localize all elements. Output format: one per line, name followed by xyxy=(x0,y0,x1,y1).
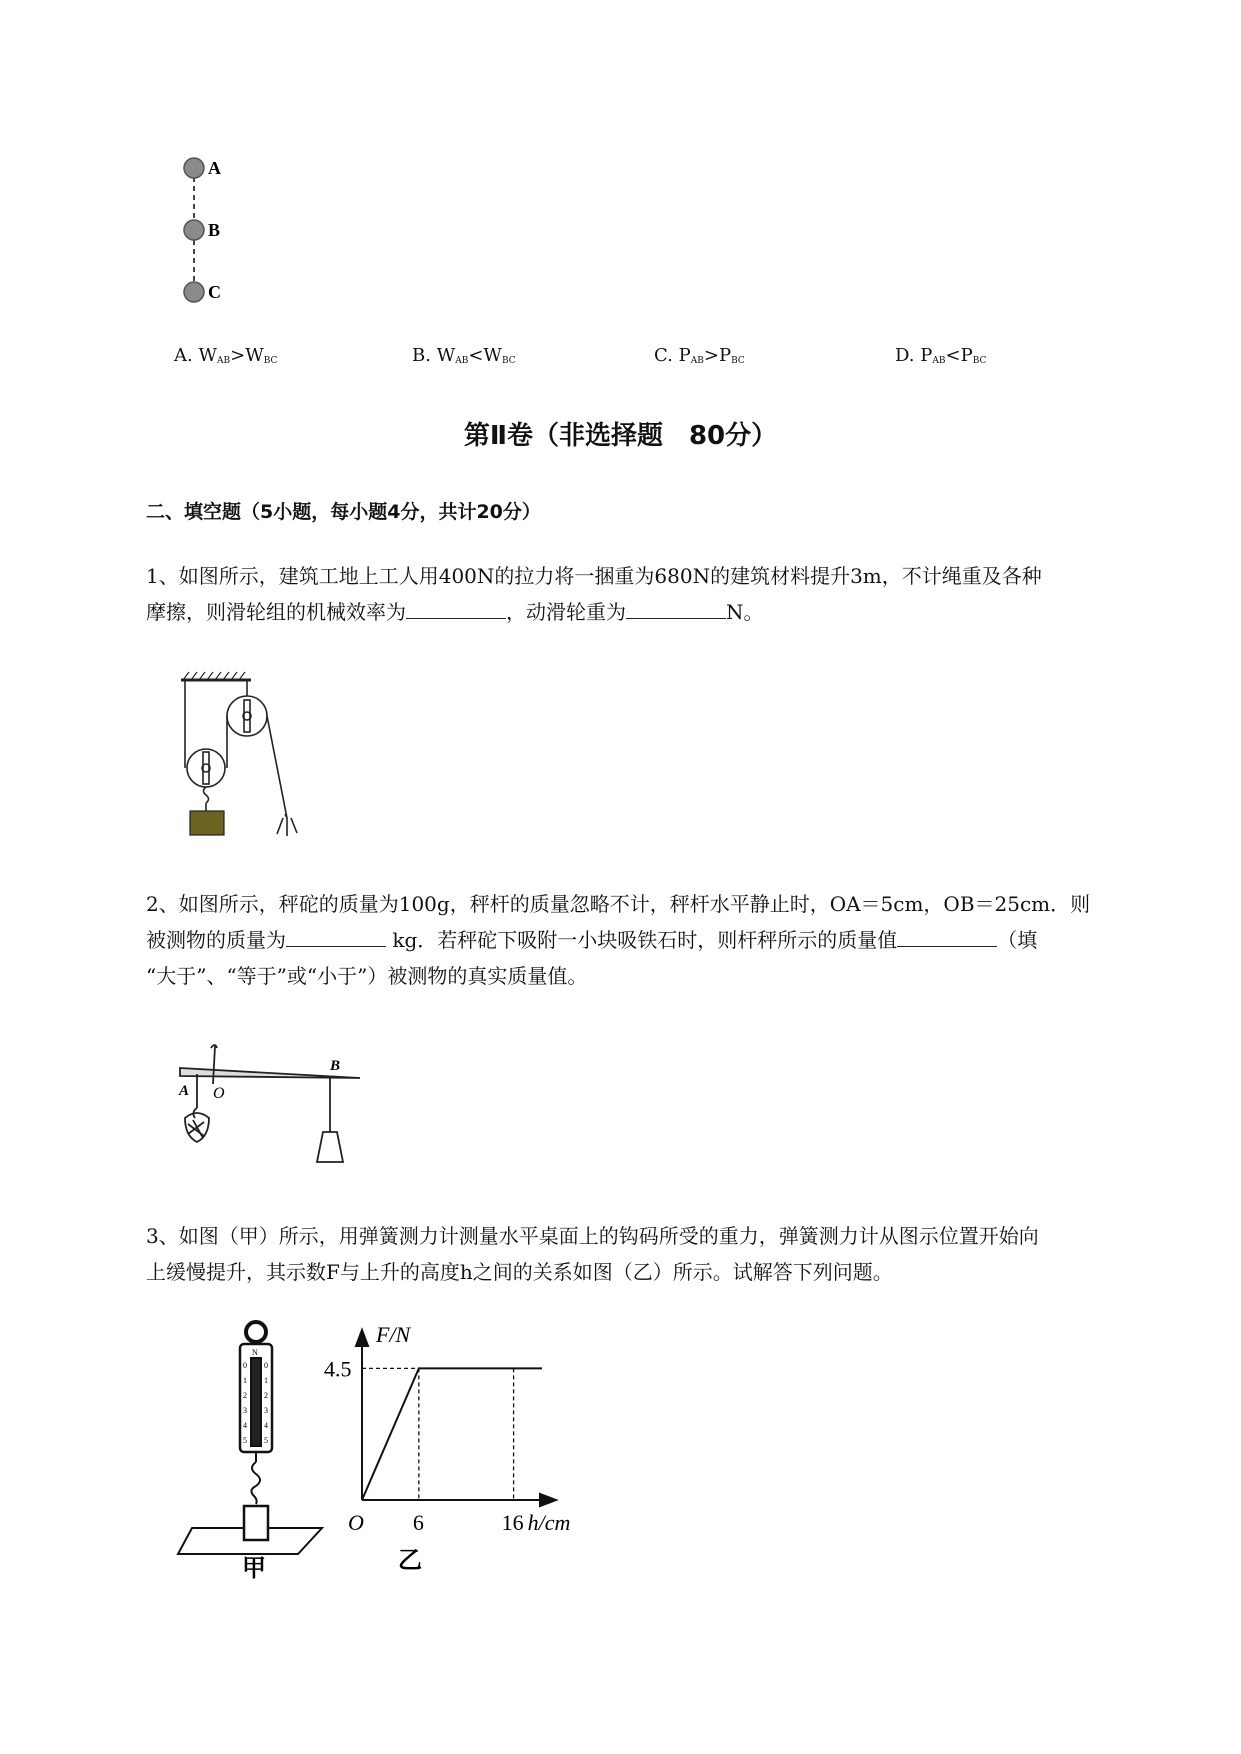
question-2 xyxy=(146,886,1156,994)
question-1 xyxy=(146,558,1156,630)
q1-blank-efficiency[interactable] xyxy=(406,598,506,619)
part-heading: 二、填空题（5小题，每小题4分，共计20分） xyxy=(146,501,541,523)
label-o-point: O xyxy=(213,1085,225,1102)
y-axis-label: F/N xyxy=(376,1322,411,1347)
ball-c xyxy=(184,282,204,302)
scale-right-1: 1 xyxy=(264,1376,268,1385)
question-3 xyxy=(146,1218,1156,1290)
ball-b xyxy=(184,220,204,240)
q3-line1: 3、如图（甲）所示，用弹簧测力计测量水平桌面上的钩码所受的重力，弹簧测力计从图示位置开始向 xyxy=(146,1224,1039,1248)
scale-unit: N xyxy=(252,1348,258,1357)
figure-pulley xyxy=(175,668,315,848)
ball-a xyxy=(184,158,204,178)
x-tick-label-6: 6 xyxy=(412,1510,424,1535)
fixed-pulley xyxy=(227,696,267,736)
option-d[interactable]: D. $P_{AB}<P_{BC}$ xyxy=(895,345,987,366)
label-b: B xyxy=(208,220,221,240)
q3-line2: 上缓慢提升，其示数F与上升的高度h之间的关系如图（乙）所示。试解答下列问题。 xyxy=(146,1260,893,1284)
scale-right-0: 0 xyxy=(264,1361,268,1370)
label-yi: 乙 xyxy=(398,1548,422,1574)
q2-line1: 2、如图所示，秤砣的质量为100g，秤杆的质量忽略不计，秤杆水平静止时，OA＝5cm，OB＝25cm．则 xyxy=(146,892,1091,916)
scale-right-4: 4 xyxy=(264,1421,268,1430)
figure-steelyard xyxy=(175,1040,375,1175)
x-axis-arrow xyxy=(540,1494,556,1506)
scale-left-4: 4 xyxy=(243,1421,247,1430)
option-a[interactable]: A. $W_{AB}>W_{BC}$ xyxy=(174,345,278,366)
scale-left-1: 1 xyxy=(243,1376,247,1385)
q1-line1: 1、如图所示，建筑工地上工人用400N的拉力将一捆重为680N的建筑材料提升3m，不计绳重及各种 xyxy=(146,564,1042,588)
scale-right-3: 3 xyxy=(264,1406,268,1415)
scale-right-2: 2 xyxy=(264,1391,268,1400)
q1-blank-pulley-weight[interactable] xyxy=(626,598,726,619)
option-b[interactable]: B. $W_{AB}<W_{BC}$ xyxy=(412,345,516,366)
hook-weight xyxy=(244,1506,268,1540)
x-tick-label-16: 16 xyxy=(501,1510,524,1535)
q2-line3: “大于”、“等于”或“小于”）被测物的真实质量值。 xyxy=(146,964,588,988)
option-c[interactable]: C. $P_{AB}>P_{BC}$ xyxy=(654,345,745,366)
movable-pulley xyxy=(187,749,225,787)
scale-left-5: 5 xyxy=(243,1436,247,1445)
y-axis-arrow xyxy=(356,1330,368,1346)
label-b-point: B xyxy=(330,1058,341,1074)
load-block xyxy=(190,811,224,835)
q1-line2: 摩擦，则滑轮组的机械效率为 ，动滑轮重为 N。 xyxy=(146,600,764,624)
q2-blank-mass[interactable] xyxy=(286,926,386,947)
scale-right-5: 5 xyxy=(264,1436,268,1445)
figure-yi-chart xyxy=(320,1320,571,1580)
figure-abc xyxy=(170,150,240,310)
series-line-f xyxy=(362,1368,542,1500)
figure-jia xyxy=(172,1320,332,1580)
q2-line2: 被测物的质量为 kg．若秤砣下吸附一小块吸铁石时，则杆秤所示的质量值 （填 xyxy=(146,928,1038,952)
label-a-point: A xyxy=(179,1083,190,1099)
q2-blank-compare[interactable] xyxy=(897,926,997,947)
scale-left-0: 0 xyxy=(243,1361,247,1370)
label-c: C xyxy=(208,282,221,302)
scale-left-3: 3 xyxy=(243,1406,247,1415)
origin-label: O xyxy=(348,1510,364,1535)
scale-left-2: 2 xyxy=(243,1391,247,1400)
section-title: 第Ⅱ卷（非选择题 80分） xyxy=(463,421,778,451)
label-jia: 甲 xyxy=(242,1556,266,1582)
y-tick-label: 4.5 xyxy=(324,1356,352,1382)
x-axis-label: h/cm xyxy=(527,1510,571,1535)
label-a: A xyxy=(208,158,221,178)
